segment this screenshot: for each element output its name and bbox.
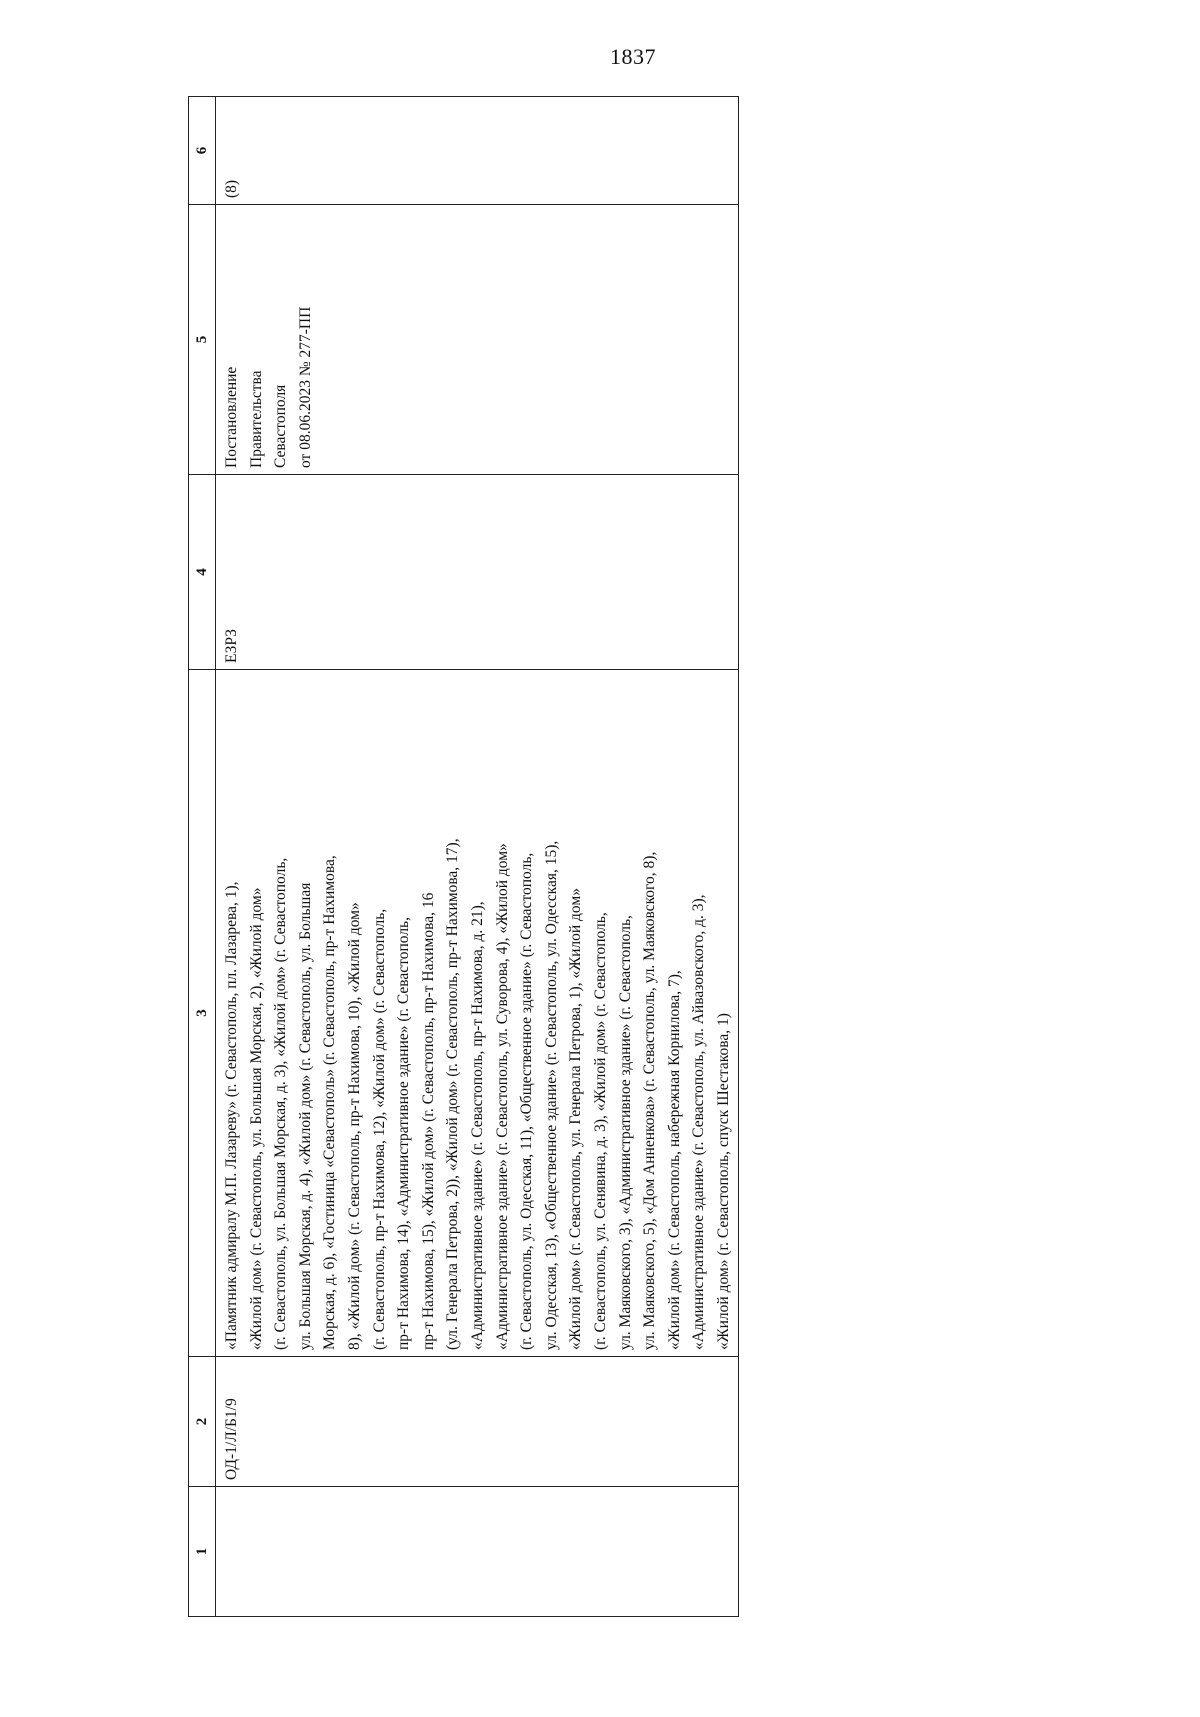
register-table — [188, 96, 739, 1617]
header-col-4: 4 — [189, 475, 216, 670]
description-line: «Административное здание» (г. Севастополь, пр-т Нахимова, д. 21), — [468, 901, 486, 1350]
header-col-2: 2 — [189, 1357, 216, 1487]
cell-zone-code: ОД-1/Л/Б1/9 — [216, 1357, 739, 1487]
description-line: пр-т Нахимова, 15), «Жилой дом» (г. Севастополь, пр-т Нахимова, 16 — [419, 892, 437, 1350]
description-line: ул. Маяковского, 3), «Административное здание» (г. Севастополь, — [616, 915, 634, 1350]
description-line: (ул. Генерала Петрова, 2)), «Жилой дом» (г. Севастополь, пр-т Нахимова, 17), — [444, 838, 462, 1350]
description-line: «Жилой дом» (г. Севастополь, ул. Генерала Петрова, 1), «Жилой дом» — [567, 888, 585, 1350]
description-line: (г. Севастополь, ул. Сенявина, д. 3), «Жилой дом» (г. Севастополь, — [591, 912, 609, 1350]
description-line: «Жилой дом» (г. Севастополь, спуск Шестакова, 1) — [714, 1013, 732, 1350]
header-col-5: 5 — [189, 205, 216, 475]
cell-objects-description — [216, 670, 739, 1357]
header-col-6: 6 — [189, 97, 216, 205]
cell-zone-type: ЕЗРЗ — [216, 475, 739, 670]
description-line: (г. Севастополь, пр-т Нахимова, 12), «Жилой дом» (г. Севастополь, — [370, 908, 388, 1350]
description-line: пр-т Нахимова, 14), «Административное здание» (г. Севастополь, — [395, 916, 413, 1350]
header-col-3: 3 — [189, 670, 216, 1357]
description-line: (г. Севастополь, ул. Одесская, 11), «Общественное здание» (г. Севастополь, — [518, 852, 536, 1350]
table-header-row — [189, 97, 216, 1617]
description-line: ул. Большая Морская, д. 4), «Жилой дом» (г. Севастополь, ул. Большая — [296, 882, 314, 1350]
description-line: «Памятник адмиралу М.П. Лазареву» (г. Севастополь, пл. Лазарева, 1), — [223, 881, 240, 1350]
description-line: ул. Одесская, 13), «Общественное здание» (г. Севастополь, ул. Одесская, 15), — [542, 840, 560, 1350]
description-line: 8), «Жилой дом» (г. Севастополь, пр-т Нахимова, 10), «Жилой дом» — [345, 902, 363, 1350]
legal-act-line: Севастополя — [272, 384, 290, 468]
description-line: ул. Маяковского, 5), «Дом Анненкова» (г. Севастополь, ул. Маяковского, 8), — [641, 851, 659, 1350]
rotated-table-frame — [188, 97, 732, 1617]
table-row — [216, 97, 739, 1617]
description-line: «Административное здание» (г. Севастополь, ул. Айвазовского, д. 3), — [690, 894, 708, 1350]
description-line: «Жилой дом» (г. Севастополь, ул. Большая Морская, 2), «Жилой дом» — [247, 887, 265, 1350]
description-line: (г. Севастополь, ул. Большая Морская, д. 3), «Жилой дом» (г. Севастополь, — [272, 857, 290, 1350]
rotated-table-container — [188, 97, 732, 1617]
legal-act-line: Постановление — [223, 366, 240, 468]
header-col-1: 1 — [189, 1487, 216, 1617]
legal-act-line: от 08.06.2023 № 277-ПП — [296, 306, 314, 468]
cell-legal-act — [216, 205, 739, 475]
description-line: «Жилой дом» (г. Севастополь, набережная Корнилова, 7), — [665, 970, 683, 1350]
page-number: 1837 — [610, 44, 656, 69]
cell-number — [216, 1487, 739, 1617]
cell-note: (8) — [216, 97, 739, 205]
description-line: «Административное здание» (г. Севастополь, ул. Суворова, 4), «Жилой дом» — [493, 843, 511, 1350]
legal-act-line: Правительства — [247, 370, 265, 468]
description-line: Морская, д. 6), «Гостиница «Севастополь» (г. Севастополь, пр-т Нахимова, — [321, 855, 339, 1350]
